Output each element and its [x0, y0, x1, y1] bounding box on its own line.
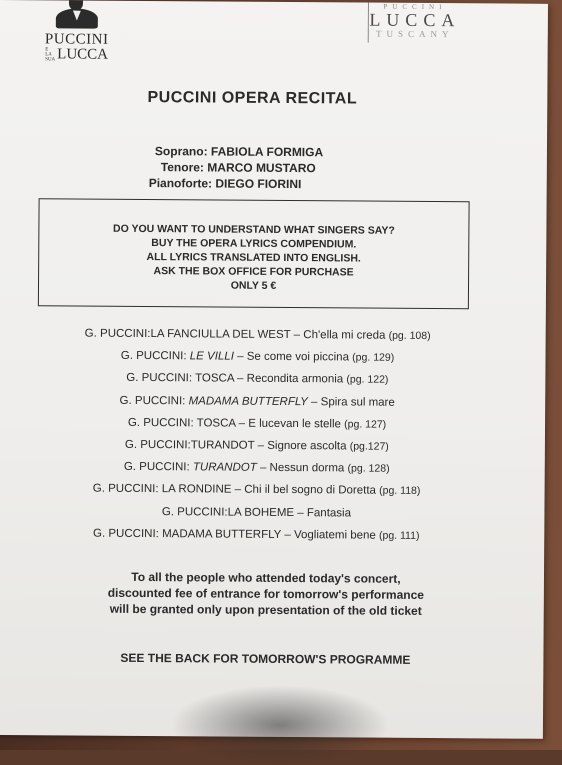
program-page: (pg. 111) [378, 529, 420, 542]
program-opera: TURANDOT [190, 439, 255, 452]
program-aria: Nessun dorma [269, 462, 345, 475]
lyrics-compendium-notice [38, 198, 470, 309]
lucca-tuscany-logo [368, 3, 461, 44]
program-aria: Chi il bel sogno di Doretta [244, 484, 376, 498]
cast-row [149, 143, 409, 161]
program-composer: G. PUCCINI: [161, 505, 228, 519]
program-page: (pg. 122) [346, 373, 389, 387]
program-item: G. PUCCINI: TOSCA – E lucevan le stelle (pg. 127) [127, 416, 387, 431]
notice-price: ONLY 5 € [230, 279, 277, 292]
program-composer: G. PUCCINI: [127, 416, 194, 430]
cast-list [149, 143, 409, 193]
program-composer: G. PUCCINI: [126, 372, 193, 385]
program-item: G. PUCCINI: LA RONDINE – Chi il bel sogno di Doretta (pg. 118) [92, 483, 421, 498]
program-item: G. PUCCINI: MADAMA BUTTERFLY – Vogliatemi bene (pg. 111) [93, 527, 420, 542]
cast-row [149, 159, 409, 177]
program-item: G. PUCCINI:TURANDOT – Signore ascolta (pg.127) [124, 438, 389, 453]
program-page: (pg. 128) [347, 462, 390, 475]
program-opera: MADAMA BUTTERFLY [162, 527, 282, 541]
see-back-notice: SEE THE BACK FOR TOMORROW'S PROGRAMME [120, 650, 411, 667]
puccini-lucca-logo [42, 0, 112, 68]
program-aria: Signore ascolta [267, 439, 347, 453]
logo-left-small-a: E LA [45, 47, 52, 58]
notice-line: ALL LYRICS TRANSLATED INTO ENGLISH. [146, 251, 361, 265]
logo-right-top: PUCCINI [383, 2, 447, 12]
program-composer: G. PUCCINI: [120, 350, 187, 363]
discount-note-line: will be granted only upon presentation of the old ticket [109, 601, 422, 618]
cast-name: DIEGO FIORINI [215, 176, 302, 192]
program-page: (pg. 129) [352, 351, 395, 364]
program-page: (pg. 127) [344, 418, 387, 431]
program-list [36, 322, 478, 547]
program-composer: G. PUCCINI: [84, 327, 151, 341]
logo-right-bottom: TUSCANY [375, 28, 454, 40]
program-item: G. PUCCINI:LA FANCIULLA DEL WEST – Ch'ella mi creda (pg. 108) [84, 327, 431, 343]
program-item: G. PUCCINI: LE VILLI – Se come voi piccina (pg. 129) [120, 350, 395, 364]
discount-note [56, 568, 476, 619]
notice-line: DO YOU WANT TO UNDERSTAND WHAT SINGERS SAY? [112, 222, 395, 237]
logo-left-line2: LUCCA [57, 46, 109, 63]
cast-name: FABIOLA FORMIGA [210, 144, 324, 160]
program-composer: G. PUCCINI: [92, 483, 159, 496]
program-opera: LA FANCIULLA DEL WEST [150, 328, 291, 342]
logo-right-main: LUCCA [369, 9, 461, 31]
cast-name: MARCO MUSTARO [207, 160, 316, 176]
program-opera: MADAMA BUTTERFLY [188, 394, 308, 408]
page-title: PUCCINI OPERA RECITAL [147, 89, 358, 108]
program-composer: G. PUCCINI: [123, 461, 190, 474]
cast-row [149, 175, 409, 193]
program-item: G. PUCCINI:LA BOHEME – Fantasia [161, 505, 352, 520]
program-aria: Vogliatemi bene [293, 528, 376, 542]
notice-line: ASK THE BOX OFFICE FOR PURCHASE [153, 265, 354, 279]
program-composer: G. PUCCINI: [119, 394, 186, 407]
program-item: G. PUCCINI: TOSCA – Recondita armonia (pg. 122) [126, 372, 389, 387]
program-composer: G. PUCCINI: [124, 438, 191, 452]
hand-shadow [170, 685, 390, 765]
program-item: G. PUCCINI: TURANDOT – Nessun dorma (pg. 128) [123, 461, 390, 475]
program-aria: Fantasia [306, 506, 352, 520]
program-aria: E lucevan le stelle [248, 417, 342, 431]
cast-role: Soprano: [154, 144, 208, 159]
cast-role: Tenore: [160, 160, 205, 175]
puccini-bust-icon [54, 0, 100, 30]
discount-note-line: To all the people who attended today's concert, [131, 569, 401, 586]
program-opera: TOSCA [196, 417, 236, 430]
program-composer: G. PUCCINI: [93, 527, 159, 540]
program-opera: LE VILLI [189, 350, 234, 363]
logo-left-small-b: SUA [45, 57, 56, 63]
program-aria: Ch'ella mi creda [303, 329, 386, 342]
cast-role: Pianoforte: [148, 176, 213, 191]
program-aria: Spira sul mare [320, 395, 395, 409]
logo-left-line1: PUCCINI [44, 31, 109, 48]
program-item: G. PUCCINI: MADAMA BUTTERFLY – Spira sul mare [119, 394, 395, 409]
program-opera: TURANDOT [192, 461, 257, 475]
program-page: (pg. 108) [388, 329, 431, 343]
discount-note-line: discounted fee of entrance for tomorrow's performance [107, 585, 425, 602]
program-opera: LA BOHEME [227, 506, 295, 519]
program-opera: LA RONDINE [161, 483, 232, 497]
program-page: (pg. 118) [379, 485, 421, 498]
program-aria: Recondita armonia [246, 373, 344, 386]
program-page: (pg.127) [349, 440, 389, 453]
program-opera: TOSCA [195, 372, 234, 386]
notice-line: BUY THE OPERA LYRICS COMPENDIUM. [151, 237, 357, 251]
program-aria: Se come voi piccina [246, 350, 350, 364]
